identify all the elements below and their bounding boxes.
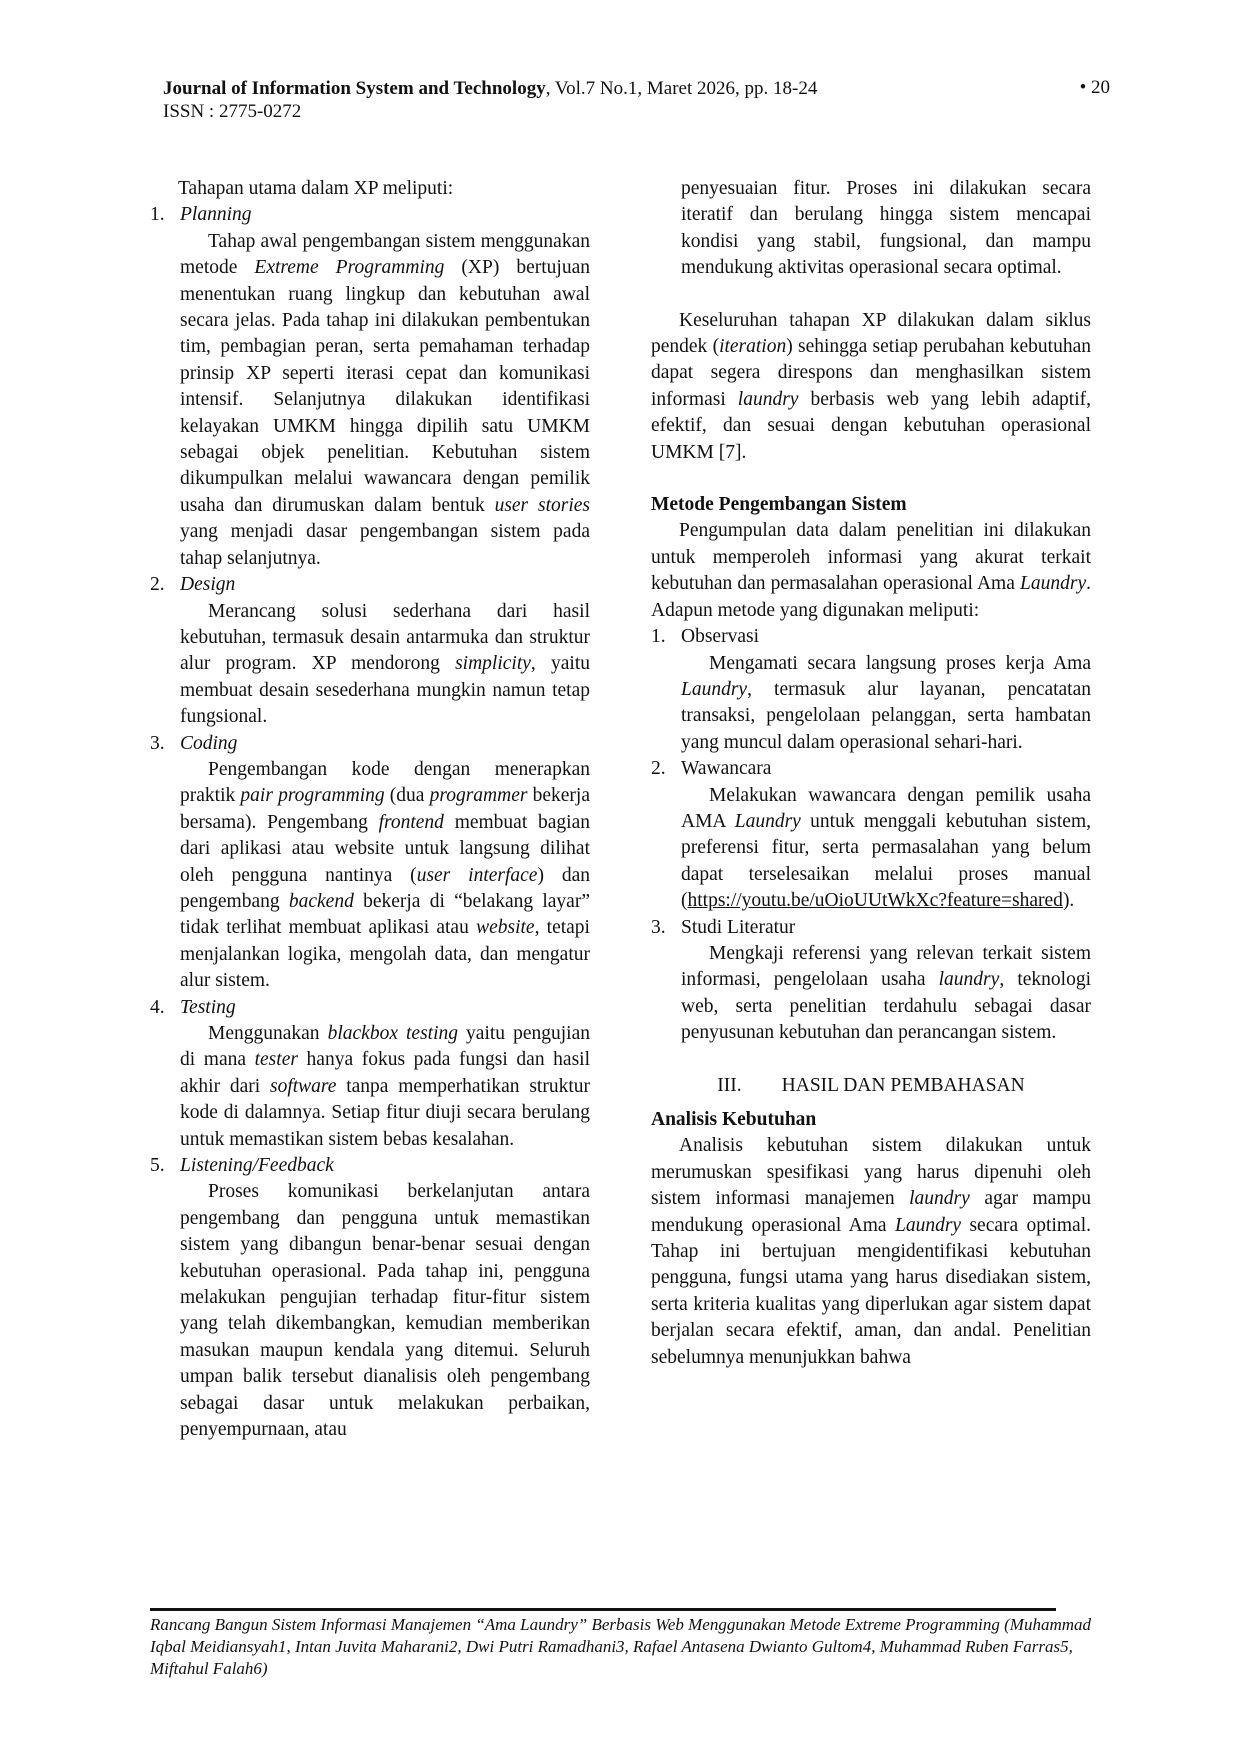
list-item-title [150, 572, 590, 598]
method-intro: Pengumpulan data dalam penelitian ini dilakukan untuk memperoleh informasi yang akurat terkait kebutuhan dan permasalahan operasional Ama Laundry. Adapun metode yang digunakan meliputi: [651, 520, 1091, 621]
list-title: Testing [180, 996, 236, 1018]
list-item-title [651, 915, 1091, 941]
method-heading: Metode Pengembangan Sistem [651, 494, 907, 516]
left-column [150, 176, 590, 1444]
list-number: 3. [651, 916, 666, 938]
footer-rule [150, 1608, 1056, 1611]
method-list [651, 624, 1091, 1047]
section-heading [651, 1073, 1091, 1099]
footer-citation: Rancang Bangun Sistem Informasi Manajemen “Ama Laundry” Berbasis Web Menggunakan Metode Extreme Programming (Muhammad Iqbal Meidiansyah1, Intan Juvita Maharani2, Dwi Putri Ramadhani3, Rafael Antasena Dwianto Gultom4, Muhammad Ruben Farras5, Miftahul Falah6) [150, 1615, 1092, 1678]
list-item-title [651, 756, 1091, 782]
analysis-heading: Analisis Kebutuhan [651, 1109, 817, 1130]
list-item-body: Menggunakan blackbox testing yaitu pengujian di mana tester hanya fokus pada fungsi dan hasil akhir dari software tanpa memperhatikan struktur kode di dalamnya. Setiap fitur diuji secara berulang untuk memastikan sistem bebas kesalahan. [180, 1023, 590, 1150]
list-item-body: Melakukan wawancara dengan pemilik usaha AMA Laundry untuk menggali kebutuhan sistem, preferensi fitur, serta permasalahan yang belum dapat terselesaikan melalui proses manual (https://youtu.be/uOioUUtWkXc?feature=shared). [681, 784, 1092, 912]
section-title: HASIL DAN PEMBAHASAN [781, 1074, 1025, 1096]
running-header [163, 77, 817, 123]
list-number: 1. [651, 626, 666, 648]
list-item-title [150, 731, 590, 757]
feedback-continuation: penyesuaian fitur. Proses ini dilakukan secara iteratif dan berulang hingga sistem mencapai kondisi yang stabil, fungsional, dan mampu mendukung aktivitas operasional secara optimal. [681, 178, 1091, 279]
list-title: Planning [180, 204, 252, 226]
list-title: Wawancara [681, 758, 772, 780]
issn: ISSN : 2775-0272 [163, 101, 302, 122]
list-item-title [150, 1153, 590, 1179]
journal-name: Journal of Information System and Technology [163, 78, 546, 99]
xp-summary: Keseluruhan tahapan XP dilakukan dalam siklus pendek (iteration) sehingga setiap perubahan kebutuhan dapat segera direspons dan menghasilkan sistem informasi laundry berbasis web yang lebih adaptif, efektif, dan sesuai dengan kebutuhan operasional UMKM [7]. [651, 309, 1092, 463]
list-item-body: Pengembangan kode dengan menerapkan praktik pair programming (dua programmer bekerja bersama). Pengembang frontend membuat bagian dari aplikasi atau website untuk langsung dilihat oleh pengguna nantinya (user interface) dan pengembang backend bekerja di “belakang layar” tidak terlihat membuat aplikasi atau website, tetapi menjalankan logika, mengolah data, dan mengatur alur sistem. [180, 758, 591, 992]
list-title: Observasi [681, 626, 759, 648]
list-title: Studi Literatur [681, 916, 796, 938]
xp-intro: Tahapan utama dalam XP meliputi: [178, 178, 454, 199]
list-number: 2. [150, 574, 165, 596]
list-item-body: Mengamati secara langsung proses kerja Ama Laundry, termasuk alur layanan, pencatatan transaksi, pengelolaan pelanggan, serta hambatan yang muncul dalam operasional sehari-hari. [681, 652, 1091, 753]
list-item-title [150, 202, 590, 228]
xp-stage-list [150, 202, 590, 1443]
list-item-body: Proses komunikasi berkelanjutan antara pengembang dan pengguna untuk memastikan sistem yang dibangun benar-benar sesuai dengan kebutuhan operasional. Pada tahap ini, pengguna melakukan pengujian terhadap fitur-fitur sistem yang telah dikembangkan, kemudian memberikan masukan maupun kendala yang ditemui. Seluruh umpan balik tersebut dianalisis oleh pengembang sebagai dasar untuk melakukan perbaikan, penyempurnaan, atau [180, 1181, 590, 1441]
page-number: • 20 [1079, 77, 1110, 98]
list-item-body: Merancang solusi sederhana dari hasil kebutuhan, termasuk desain antarmuka dan struktur alur program. XP mendorong simplicity, yaitu membuat desain sesederhana mungkin namun tetap fungsional. [180, 600, 590, 728]
list-number: 2. [651, 758, 666, 780]
list-number: 4. [150, 996, 165, 1018]
list-item-title [651, 624, 1091, 650]
list-title: Listening/Feedback [180, 1155, 334, 1177]
list-title: Coding [180, 732, 238, 754]
list-number: 1. [150, 204, 165, 226]
right-column [651, 176, 1091, 1371]
list-number: 5. [150, 1155, 165, 1177]
list-item-body: Tahap awal pengembangan sistem menggunakan metode Extreme Programming (XP) bertujuan menentukan ruang lingkup dan kebutuhan awal secara jelas. Pada tahap ini dilakukan pembentukan tim, pembagian peran, serta pemahaman terhadap prinsip XP seperti iterasi cepat dan komunikasi intensif. Selanjutnya dilakukan identifikasi kelayakan UMKM hingga dipilih satu UMKM sebagai objek penelitian. Kebutuhan sistem dikumpulkan melalui wawancara dengan pemilik usaha dan dirumuskan dalam bentuk user stories yang menjadi dasar pengembangan sistem pada tahap selanjutnya. [180, 230, 590, 569]
journal-citation: , Vol.7 No.1, Maret 2026, pp. 18-24 [545, 78, 818, 99]
list-number: 3. [150, 732, 165, 754]
section-number: III. [717, 1074, 742, 1096]
list-item-title [150, 995, 590, 1021]
list-title: Design [180, 574, 236, 596]
analysis-paragraph: Analisis kebutuhan sistem dilakukan untuk merumuskan spesifikasi yang harus dipenuhi oleh sistem informasi manajemen laundry agar mampu mendukung operasional Ama Laundry secara optimal. Tahap ini bertujuan mengidentifikasi kebutuhan pengguna, fungsi utama yang harus disediakan sistem, serta kriteria kualitas yang diperlukan agar sistem dapat berjalan secara efektif, aman, dan andal. Penelitian sebelumnya menunjukkan bahwa [651, 1135, 1091, 1368]
list-item-body: Mengkaji referensi yang relevan terkait sistem informasi, pengelolaan usaha laundry, teknologi web, serta penelitian terdahulu sebagai dasar penyusunan kebutuhan dan perancangan sistem. [681, 942, 1091, 1044]
